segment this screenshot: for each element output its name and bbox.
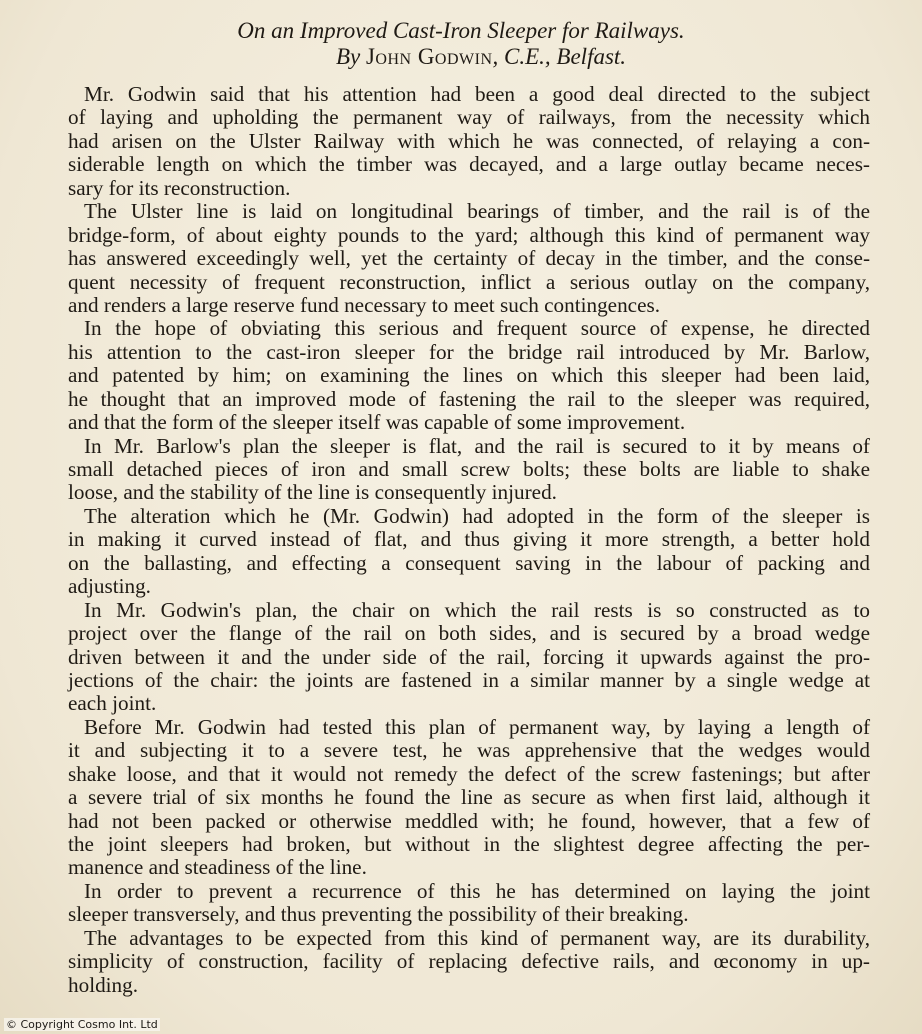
text-line: Before Mr. Godwin had tested this plan of permanent way, by laying a length of — [84, 714, 870, 739]
text-line: In order to prevent a recurrence of this he has determined on laying the joint — [84, 878, 870, 903]
author-name: John Godwin — [365, 44, 493, 69]
text-line: loose, and the stability of the line is consequently injured. — [68, 480, 557, 505]
text-line: on the ballasting, and effecting a consequent saving in the labour of packing and — [68, 550, 870, 575]
text-line: shake loose, and that it would not remedy the defect of the screw fastenings; but after — [68, 761, 870, 786]
text-line: Mr. Godwin said that his attention had been a good deal directed to the subject — [84, 82, 870, 106]
text-line: quent necessity of frequent reconstruction, inflict a serious outlay on the company, — [68, 269, 870, 294]
text-line: bridge-form, of about eighty pounds to the yard; although this kind of permanent way — [68, 222, 870, 247]
text-line: driven between it and the under side of the rail, forcing it upwards against the pro- — [68, 644, 870, 669]
text-line: In Mr. Godwin's plan, the chair on which the rail rests is so constructed as to — [84, 597, 870, 622]
paragraph — [52, 83, 870, 200]
text-line: project over the flange of the rail on both sides, and is secured by a broad wedge — [68, 621, 870, 646]
text-line: and patented by him; on examining the lines on which this sleeper had been laid, — [68, 363, 870, 388]
text-line: adjusting. — [68, 574, 151, 599]
text-line: and renders a large reserve fund necessary to meet such contingences. — [68, 292, 661, 317]
text-line: The alteration which he (Mr. Godwin) had adopted in the form of the sleeper is — [84, 503, 870, 528]
text-line: jections of the chair: the joints are fastened in a similar manner by a single wedge at — [68, 667, 870, 692]
copyright-watermark: © Copyright Cosmo Int. Ltd — [6, 1018, 158, 1031]
text-line: simplicity of construction, facility of replacing defective rails, and œconomy in up- — [68, 949, 870, 974]
text-line: it and subjecting it to a severe test, he was apprehensive that the wedges would — [68, 738, 870, 763]
text-line: in making it curved instead of flat, and thus giving it more strength, a better hold — [68, 527, 870, 552]
paragraph — [52, 435, 870, 505]
article-heading — [0, 18, 922, 70]
text-line: each joint. — [68, 691, 157, 716]
paragraph — [52, 599, 870, 716]
paragraph — [52, 505, 870, 599]
text-line: The advantages to be expected from this kind of permanent way, are its durability, — [84, 925, 870, 950]
text-line: and that the form of the sleeper itself was capable of some improvement. — [68, 410, 686, 435]
article-title: On an Improved Cast-Iron Sleeper for Railways. — [237, 18, 685, 43]
byline-by: By — [335, 44, 361, 69]
author-credentials: , C.E., Belfast. — [492, 44, 627, 69]
text-line: the joint sleepers had broken, but without in the slightest degree affecting the per- — [68, 832, 870, 856]
text-line: sary for its reconstruction. — [68, 175, 291, 200]
text-line: had not been packed or otherwise meddled with; he found, however, that a few of — [68, 808, 870, 833]
paragraph — [52, 880, 870, 927]
text-line: had arisen on the Ulster Railway with which he was connected, of relaying a con- — [68, 128, 870, 153]
text-line: small detached pieces of iron and small screw bolts; these bolts are liable to shake — [68, 457, 870, 481]
text-line: manence and steadiness of the line. — [68, 855, 367, 880]
paragraph — [52, 927, 870, 997]
text-line: In Mr. Barlow's plan the sleeper is flat, and the rail is secured to it by means of — [84, 433, 870, 458]
text-line: he thought that an improved mode of fastening the rail to the sleeper was required, — [68, 386, 870, 411]
article-byline — [0, 44, 922, 70]
text-line: a severe trial of six months he found the line as secure as when first laid, although it — [68, 785, 870, 810]
text-line: sleeper transversely, and thus preventing the possibility of their breaking. — [68, 902, 689, 927]
text-line: siderable length on which the timber was decayed, and a large outlay became neces- — [68, 152, 870, 177]
text-line: In the hope of obviating this serious and frequent source of expense, he directed — [84, 316, 870, 341]
text-line: of laying and upholding the permanent way of railways, from the necessity which — [68, 105, 870, 130]
text-line: The Ulster line is laid on longitudinal bearings of timber, and the rail is of the — [84, 199, 870, 224]
text-line: holding. — [68, 972, 139, 997]
text-line: his attention to the cast-iron sleeper for the bridge rail introduced by Mr. Barlow, — [68, 339, 870, 364]
text-line: has answered exceedingly well, yet the certainty of decay in the timber, and the conse- — [68, 246, 870, 271]
article-body — [52, 83, 870, 997]
paragraph — [52, 317, 870, 434]
paragraph — [52, 716, 870, 880]
paragraph — [52, 200, 870, 317]
